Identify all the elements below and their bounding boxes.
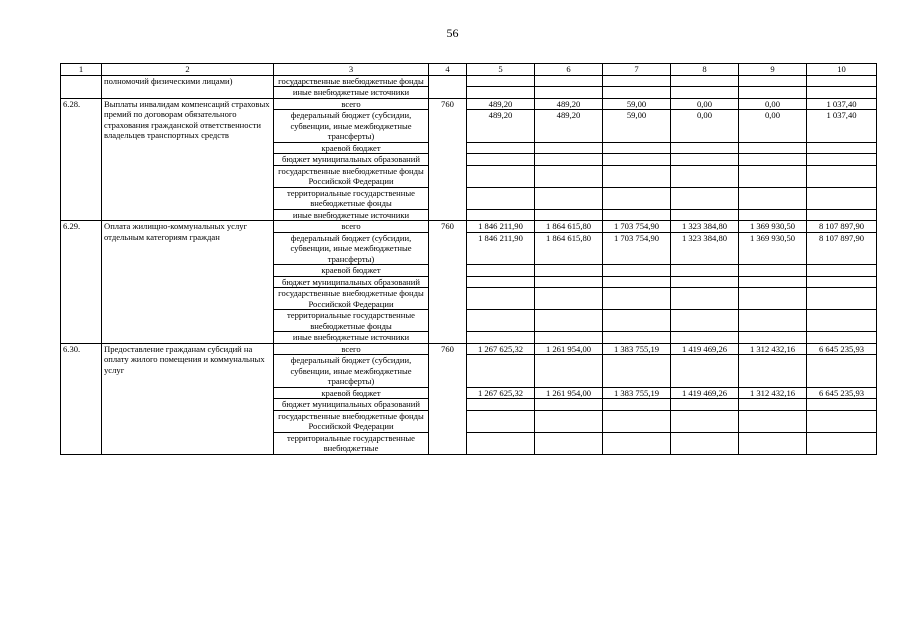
page-number: 56 [446,26,459,40]
funding-source-cell: федеральный бюджет (субсидии, субвенции, иные межбюджетные трансферты) [274,355,429,388]
value-cell [535,432,603,454]
value-cell [739,288,807,310]
value-cell [603,276,671,288]
value-cell: 489,20 [535,110,603,143]
funding-source-cell: иные внебюджетные источники [274,209,429,221]
value-cell [807,288,877,310]
org-code-cell: 760 [429,98,467,221]
value-cell [807,87,877,99]
value-cell [671,288,739,310]
value-cell [807,432,877,454]
value-cell [739,265,807,277]
value-cell [467,310,535,332]
value-cell: 1 312 432,16 [739,343,807,355]
value-cell [807,187,877,209]
value-cell: 1 369 930,50 [739,232,807,265]
value-cell [807,265,877,277]
value-cell: 1 846 211,90 [467,232,535,265]
funding-source-cell: всего [274,98,429,110]
value-cell [739,355,807,388]
funding-source-cell: иные внебюджетные источники [274,87,429,99]
funding-source-cell: бюджет муниципальных образований [274,399,429,411]
value-cell [671,410,739,432]
value-cell: 0,00 [739,98,807,110]
column-number-header: 2 [102,64,274,76]
funding-source-cell: государственные внебюджетные фонды Российской Федерации [274,288,429,310]
measure-name-cell: Выплаты инвалидам компенсаций страховых премий по договорам обязательного страхования гражданской ответственности владельцев транспортных средств [102,98,274,221]
value-cell: 1 037,40 [807,110,877,143]
table-row [61,75,877,87]
value-cell [671,310,739,332]
column-number-header: 4 [429,64,467,76]
value-cell [671,187,739,209]
value-cell: 1 703 754,90 [603,221,671,233]
value-cell: 59,00 [603,110,671,143]
value-cell [535,187,603,209]
column-number-header: 1 [61,64,102,76]
value-cell [535,332,603,344]
value-cell [739,410,807,432]
funding-source-cell: бюджет муниципальных образований [274,276,429,288]
value-cell [603,332,671,344]
value-cell: 6 645 235,93 [807,387,877,399]
funding-source-cell: федеральный бюджет (субсидии, субвенции, иные межбюджетные трансферты) [274,110,429,143]
value-cell: 1 323 384,80 [671,221,739,233]
value-cell: 489,20 [535,98,603,110]
value-cell [467,75,535,87]
value-cell [739,332,807,344]
column-number-header: 5 [467,64,535,76]
value-cell [535,154,603,166]
value-cell [467,410,535,432]
funding-source-cell: всего [274,343,429,355]
value-cell [671,432,739,454]
value-cell [603,165,671,187]
value-cell [603,154,671,166]
value-cell [671,87,739,99]
value-cell: 1 267 625,32 [467,387,535,399]
org-code-cell [429,75,467,98]
value-cell: 1 261 954,00 [535,343,603,355]
funding-source-cell: территориальные государственные внебюджетные фонды [274,310,429,332]
column-number-header: 9 [739,64,807,76]
value-cell [535,209,603,221]
value-cell [807,276,877,288]
value-cell [739,154,807,166]
value-cell: 1 383 755,19 [603,387,671,399]
value-cell [603,355,671,388]
value-cell [603,265,671,277]
value-cell [603,209,671,221]
value-cell: 0,00 [671,110,739,143]
value-cell [535,410,603,432]
value-cell [603,75,671,87]
value-cell [467,332,535,344]
org-code-cell: 760 [429,343,467,454]
value-cell [739,209,807,221]
value-cell [535,310,603,332]
value-cell: 1 419 469,26 [671,343,739,355]
value-cell: 489,20 [467,98,535,110]
value-cell: 1 419 469,26 [671,387,739,399]
value-cell [739,142,807,154]
value-cell [535,399,603,411]
funding-source-cell: государственные внебюджетные фонды [274,75,429,87]
header-row [61,64,877,76]
value-cell [467,399,535,411]
value-cell: 1 267 625,32 [467,343,535,355]
value-cell [467,165,535,187]
value-cell [807,355,877,388]
value-cell [671,399,739,411]
value-cell [739,87,807,99]
value-cell [467,209,535,221]
value-cell [739,399,807,411]
value-cell [467,276,535,288]
measure-name-cell: Предоставление гражданам субсидий на оплату жилого помещения и коммунальных услуг [102,343,274,454]
value-cell [807,154,877,166]
value-cell [603,399,671,411]
funding-source-cell: государственные внебюджетные фонды Российской Федерации [274,410,429,432]
funding-source-cell: территориальные государственные внебюджетные [274,432,429,454]
value-cell: 1 383 755,19 [603,343,671,355]
value-cell [671,75,739,87]
value-cell [535,355,603,388]
value-cell [671,154,739,166]
value-cell [535,142,603,154]
value-cell [739,75,807,87]
value-cell [807,75,877,87]
value-cell [671,165,739,187]
table-row [61,98,877,110]
value-cell [467,87,535,99]
value-cell: 59,00 [603,98,671,110]
value-cell [603,310,671,332]
value-cell [671,355,739,388]
value-cell [467,187,535,209]
measure-name-cell: полномочий физическими лицами) [102,75,274,98]
value-cell: 6 645 235,93 [807,343,877,355]
value-cell [535,265,603,277]
value-cell: 1 323 384,80 [671,232,739,265]
value-cell: 1 846 211,90 [467,221,535,233]
row-code-cell [61,75,102,98]
value-cell [739,432,807,454]
value-cell [807,310,877,332]
table-row [61,343,877,355]
value-cell [603,288,671,310]
value-cell [807,332,877,344]
value-cell: 0,00 [671,98,739,110]
value-cell [671,332,739,344]
funding-source-cell: краевой бюджет [274,142,429,154]
funding-source-cell: бюджет муниципальных образований [274,154,429,166]
value-cell [671,209,739,221]
table-row [61,221,877,233]
value-cell [535,288,603,310]
value-cell [807,410,877,432]
value-cell [603,142,671,154]
column-number-header: 10 [807,64,877,76]
value-cell [603,87,671,99]
row-code-cell: 6.29. [61,221,102,344]
value-cell [603,432,671,454]
value-cell: 1 037,40 [807,98,877,110]
value-cell [467,265,535,277]
funding-source-cell: иные внебюджетные источники [274,332,429,344]
value-cell [467,355,535,388]
value-cell: 8 107 897,90 [807,232,877,265]
value-cell [603,410,671,432]
value-cell: 1 703 754,90 [603,232,671,265]
row-code-cell: 6.30. [61,343,102,454]
funding-source-cell: территориальные государственные внебюджетные фонды [274,187,429,209]
value-cell [739,187,807,209]
value-cell [603,187,671,209]
value-cell [467,154,535,166]
funding-source-cell: краевой бюджет [274,265,429,277]
row-code-cell: 6.28. [61,98,102,221]
value-cell [807,209,877,221]
value-cell: 0,00 [739,110,807,143]
value-cell [739,310,807,332]
value-cell [807,142,877,154]
value-cell: 8 107 897,90 [807,221,877,233]
value-cell: 1 369 930,50 [739,221,807,233]
value-cell [807,165,877,187]
value-cell [535,165,603,187]
value-cell [739,276,807,288]
column-number-header: 3 [274,64,429,76]
value-cell [535,87,603,99]
value-cell [671,142,739,154]
value-cell [467,142,535,154]
value-cell: 1 864 615,80 [535,221,603,233]
value-cell [671,276,739,288]
funding-source-cell: государственные внебюджетные фонды Российской Федерации [274,165,429,187]
value-cell [807,399,877,411]
value-cell: 1 864 615,80 [535,232,603,265]
value-cell [535,276,603,288]
value-cell [535,75,603,87]
funding-source-cell: всего [274,221,429,233]
funding-source-cell: федеральный бюджет (субсидии, субвенции, иные межбюджетные трансферты) [274,232,429,265]
value-cell [671,265,739,277]
org-code-cell: 760 [429,221,467,344]
value-cell [467,432,535,454]
column-number-header: 7 [603,64,671,76]
value-cell: 1 312 432,16 [739,387,807,399]
value-cell [467,288,535,310]
column-number-header: 6 [535,64,603,76]
value-cell: 1 261 954,00 [535,387,603,399]
budget-table [60,63,877,455]
column-number-header: 8 [671,64,739,76]
funding-source-cell: краевой бюджет [274,387,429,399]
value-cell [739,165,807,187]
value-cell: 489,20 [467,110,535,143]
measure-name-cell: Оплата жилищно-коммунальных услуг отдельным категориям граждан [102,221,274,344]
